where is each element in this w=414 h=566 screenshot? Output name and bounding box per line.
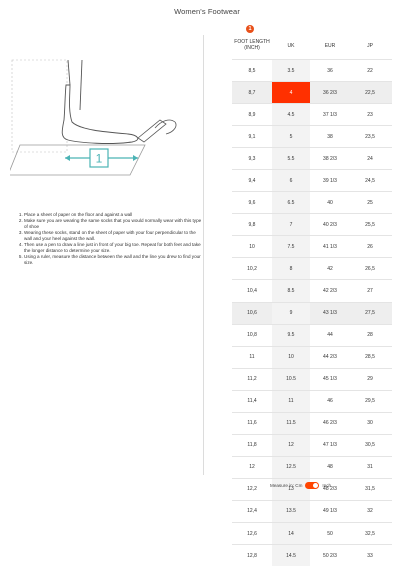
cell-eur: 38: [327, 133, 333, 140]
table-row[interactable]: [232, 434, 392, 456]
cell-uk: 14: [272, 523, 310, 544]
cell-fl: 10,8: [247, 332, 257, 339]
cell-jp: 25,5: [365, 221, 375, 228]
instruction-item: 1. Place a sheet of paper on the floor and against a wall: [24, 212, 204, 218]
table-row[interactable]: [232, 324, 392, 346]
cell-uk: 7.5: [272, 236, 310, 257]
cell-uk: 10.5: [272, 369, 310, 390]
header-uk: UK: [287, 43, 295, 49]
table-row[interactable]: [232, 147, 392, 169]
cell-jp: 22: [367, 67, 373, 74]
cell-jp: 33: [367, 552, 373, 559]
cell-eur: 38 2/3: [323, 155, 337, 162]
instructions-list: [16, 212, 204, 266]
cell-fl: 11,4: [247, 398, 257, 405]
cell-jp: 30: [367, 420, 373, 427]
cell-jp: 28,5: [365, 354, 375, 361]
cell-fl: 8,5: [248, 67, 256, 74]
cell-uk: 10: [272, 347, 310, 368]
measure-label: Measure in: Cm: [270, 483, 303, 488]
cell-uk: 6: [272, 170, 310, 191]
cell-eur: 46: [327, 398, 333, 405]
measure-option-inch[interactable]: Inch: [322, 483, 332, 488]
header-foot-length-line1: FOOT LENGTH: [234, 39, 270, 45]
cell-fl: 10,6: [247, 310, 257, 317]
step-badge: 1: [246, 25, 254, 33]
table-row[interactable]: [232, 500, 392, 522]
cell-fl: 12,8: [247, 552, 257, 559]
cell-uk: 4.5: [272, 104, 310, 125]
cell-eur: 44: [327, 332, 333, 339]
cell-jp: 26: [367, 243, 373, 250]
cell-jp: 24: [367, 155, 373, 162]
cell-eur: 36 2/3: [323, 89, 337, 96]
cell-jp: 27: [367, 287, 373, 294]
measure-unit-control: [270, 482, 331, 489]
instruction-item: 5. Using a ruler, measure the distance between the wall and the line you drew to find your size.: [24, 254, 204, 266]
toggle-knob: [313, 483, 318, 488]
cell-jp: 24,5: [365, 177, 375, 184]
cell-eur: 50: [327, 530, 333, 537]
table-row[interactable]: [232, 522, 392, 544]
header-foot-length: [232, 40, 272, 51]
cell-fl: 9,1: [248, 133, 256, 140]
cell-eur: 40: [327, 199, 333, 206]
cell-fl: 11: [249, 354, 255, 361]
cell-uk: 8.5: [272, 280, 310, 301]
arrow-left-head: [65, 155, 70, 161]
cell-eur: 42 2/3: [323, 287, 337, 294]
cell-eur: 41 1/3: [323, 243, 337, 250]
cell-uk: 12.5: [272, 457, 310, 478]
table-divider: [203, 35, 204, 475]
cell-jp: 23,5: [365, 133, 375, 140]
cell-fl: 10: [249, 243, 255, 250]
cell-fl: 11,8: [247, 442, 257, 449]
header-eur: EUR: [324, 43, 336, 49]
cell-fl: 10,2: [247, 265, 257, 272]
table-row[interactable]: [232, 544, 392, 566]
cell-eur: 36: [327, 67, 333, 74]
cell-jp: 31,5: [365, 486, 375, 493]
cell-uk: 9.5: [272, 325, 310, 346]
table-row[interactable]: [232, 302, 392, 324]
cell-eur: 50 2/3: [323, 552, 337, 559]
cell-jp: 28: [367, 332, 373, 339]
table-row[interactable]: [232, 125, 392, 147]
cell-uk: 5: [272, 126, 310, 147]
table-row[interactable]: [232, 390, 392, 412]
cell-fl: 12: [249, 464, 255, 471]
cell-fl: 9,3: [248, 155, 256, 162]
cell-uk: 9: [272, 303, 310, 324]
cell-uk: 6.5: [272, 192, 310, 213]
cell-jp: 27,5: [365, 310, 375, 317]
cell-eur: 46 2/3: [323, 420, 337, 427]
table-row[interactable]: [232, 235, 392, 257]
cell-uk: 12: [272, 435, 310, 456]
cell-uk: 11: [272, 391, 310, 412]
instruction-item: 3. Wearing these socks, stand on the sheet of paper with your four perpendicular to the wall and your heel against the wall.: [24, 230, 204, 242]
header-jp: JP: [367, 43, 373, 49]
table-row[interactable]: [232, 191, 392, 213]
table-row[interactable]: [232, 59, 392, 81]
cell-jp: 32: [367, 508, 373, 515]
cell-jp: 31: [367, 464, 373, 471]
cell-fl: 9,8: [248, 221, 256, 228]
table-row[interactable]: [232, 103, 392, 125]
cell-fl: 11,6: [247, 420, 257, 427]
table-body: [232, 59, 392, 566]
cell-eur: 39 1/3: [323, 177, 337, 184]
wall-outline: [12, 60, 67, 152]
cell-eur: 37 1/3: [323, 111, 337, 118]
cell-uk: 5.5: [272, 148, 310, 169]
cell-fl: 8,9: [248, 111, 256, 118]
cell-eur: 42: [327, 265, 333, 272]
cell-uk: 4: [272, 82, 310, 103]
instruction-item: 2. Make sure you are wearing the same socks that you would normally wear with this type of shoe: [24, 218, 204, 230]
cell-uk: 11.5: [272, 413, 310, 434]
table-row[interactable]: [232, 213, 392, 235]
cell-eur: 47 1/3: [323, 442, 337, 449]
cell-fl: 10,4: [247, 287, 257, 294]
leg-line: [68, 60, 70, 85]
table-row[interactable]: [232, 456, 392, 478]
page-title: Women's Footwear: [174, 7, 240, 16]
cell-fl: 11,2: [247, 376, 257, 383]
table-row[interactable]: [232, 412, 392, 434]
cell-eur: 49 1/3: [323, 508, 337, 515]
table-header: [232, 37, 392, 57]
instruction-item: 4. Then use a pen to draw a line just in front of your big toe. Repeat for both feet and take the longer distance to determine your size.: [24, 242, 204, 254]
cell-jp: 23: [367, 111, 373, 118]
table-row[interactable]: [232, 169, 392, 191]
cell-jp: 29,5: [365, 398, 375, 405]
paper-sheet: [10, 145, 145, 175]
step-label: 1: [95, 151, 103, 166]
cell-eur: 48: [327, 464, 333, 471]
foot-measure-illustration: [10, 50, 200, 200]
cell-jp: 30,5: [365, 442, 375, 449]
table-row[interactable]: [232, 257, 392, 279]
cell-jp: 32,5: [365, 530, 375, 537]
table-row[interactable]: [232, 368, 392, 390]
cell-jp: 22,5: [365, 89, 375, 96]
cell-uk: 3.5: [272, 60, 310, 81]
cell-eur: 45 1/3: [323, 376, 337, 383]
cell-uk: 13.5: [272, 501, 310, 522]
cell-uk: 7: [272, 214, 310, 235]
cell-fl: 9,6: [248, 199, 256, 206]
cell-eur: 48 2/3: [323, 486, 337, 493]
foot-icon: [62, 85, 138, 143]
cell-jp: 25: [367, 199, 373, 206]
table-row[interactable]: [232, 346, 392, 368]
cell-uk: 13: [272, 479, 310, 500]
unit-toggle[interactable]: [305, 482, 319, 489]
table-row[interactable]: [232, 81, 392, 103]
leg-line: [80, 60, 82, 110]
cell-fl: 12,4: [247, 508, 257, 515]
cell-uk: 8: [272, 258, 310, 279]
cell-fl: 12,2: [247, 486, 257, 493]
pen-icon: [138, 120, 166, 142]
cell-fl: 12,6: [247, 530, 257, 537]
cell-uk: 14.5: [272, 545, 310, 566]
cell-jp: 29: [367, 376, 373, 383]
cell-eur: 43 1/3: [323, 310, 337, 317]
cell-jp: 26,5: [365, 265, 375, 272]
header-foot-length-line2: (INCH): [244, 44, 260, 51]
table-row[interactable]: [232, 279, 392, 301]
cell-fl: 8,7: [248, 89, 256, 96]
cell-fl: 9,4: [248, 177, 256, 184]
cell-eur: 44 2/3: [323, 354, 337, 361]
cell-eur: 40 2/3: [323, 221, 337, 228]
